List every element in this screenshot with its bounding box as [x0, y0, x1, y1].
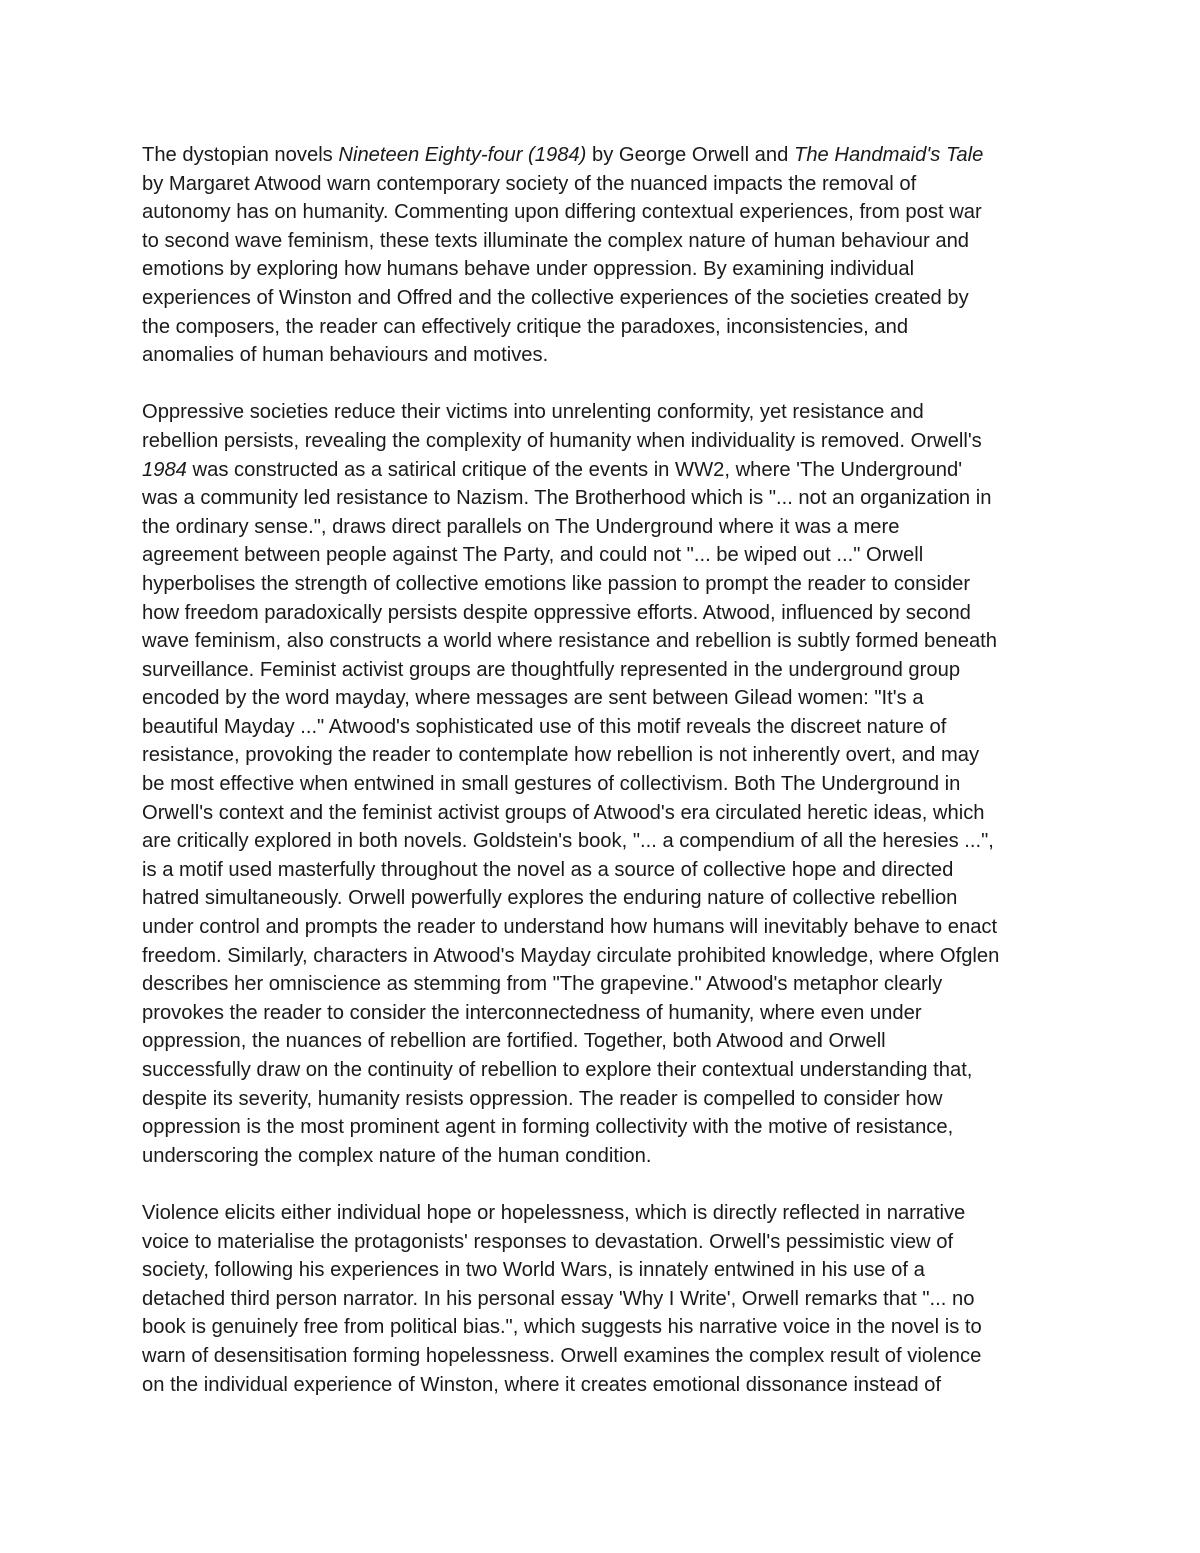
text-line: [142, 284, 1072, 313]
text-span: surveillance. Feminist activist groups are thoughtfully represented in the underground group: [142, 658, 961, 681]
text-line: [142, 684, 1072, 713]
text-span: the composers, the reader can effectively critique the paradoxes, inconsistencies, and: [142, 315, 909, 338]
text-span: was a community led resistance to Nazism. The Brotherhood which is "... not an organization in: [142, 487, 992, 510]
text-line: [142, 1056, 1072, 1085]
text-span: autonomy has on humanity. Commenting upon differing contextual experiences, from post war: [142, 201, 982, 224]
text-span: experiences of Winston and Offred and the collective experiences of the societies created by: [142, 286, 969, 309]
text-line: [142, 1342, 1072, 1371]
text-line: [142, 627, 1072, 656]
text-span: freedom. Similarly, characters in Atwood's Mayday circulate prohibited knowledge, where Ofglen: [142, 944, 1000, 967]
text-span: society, following his experiences in two World Wars, is innately entwined in his use of a: [142, 1259, 925, 1282]
text-line: [142, 999, 1072, 1028]
text-span: Violence elicits either individual hope or hopelessness, which is directly reflected in narrative: [142, 1201, 966, 1224]
text-span: by Margaret Atwood warn contemporary society of the nuanced impacts the removal of: [142, 172, 917, 195]
italic-title-span: Nineteen Eighty-four (1984): [338, 144, 587, 166]
paragraph-3: [142, 1199, 1072, 1399]
text-span: describes her omniscience as stemming from "The grapevine." Atwood's metaphor clearly: [142, 973, 943, 996]
text-line: [142, 913, 1072, 942]
text-span: beautiful Mayday ..." Atwood's sophisticated use of this motif reveals the discreet nature of: [142, 715, 947, 738]
text-line: [142, 427, 1072, 456]
text-span: by George Orwell and: [586, 144, 794, 166]
paragraph-1: [142, 141, 1072, 370]
text-span: Oppressive societies reduce their victims into unrelenting conformity, yet resistance and: [142, 401, 924, 424]
text-line: [142, 1142, 1072, 1171]
text-line: [142, 570, 1072, 599]
text-span: oppression is the most prominent agent in forming collectivity with the motive of resistance,: [142, 1116, 954, 1139]
text-line: [142, 942, 1072, 971]
text-line: [142, 513, 1072, 542]
text-span: hatred simultaneously. Orwell powerfully explores the enduring nature of collective rebellion: [142, 887, 958, 910]
text-span: be most effective when entwined in small gestures of collectivism. Both The Underground in: [142, 773, 961, 796]
text-span: provokes the reader to consider the interconnectedness of humanity, where even under: [142, 1001, 922, 1024]
text-span: to second wave feminism, these texts illuminate the complex nature of human behaviour and: [142, 229, 970, 252]
text-line: [142, 1199, 1072, 1228]
text-line: [142, 1313, 1072, 1342]
text-line: [142, 484, 1072, 513]
text-line: [142, 255, 1072, 284]
text-span: anomalies of human behaviours and motives.: [142, 344, 549, 367]
text-span: warn of desensitisation forming hopelessness. Orwell examines the complex result of violence: [142, 1344, 982, 1367]
text-line: [142, 1027, 1072, 1056]
text-line: [142, 227, 1072, 256]
text-span: underscoring the complex nature of the human condition.: [142, 1144, 652, 1167]
text-span: hyperbolises the strength of collective emotions like passion to prompt the reader to consider: [142, 572, 971, 595]
text-line: [142, 313, 1072, 342]
text-span: oppression, the nuances of rebellion are fortified. Together, both Atwood and Orwell: [142, 1030, 886, 1053]
text-span: encoded by the word mayday, where messages are sent between Gilead women: "It's a: [142, 687, 924, 710]
text-line: [142, 1371, 1072, 1400]
text-line: [142, 541, 1072, 570]
text-line: [142, 741, 1072, 770]
text-span: is a motif used masterfully throughout the novel as a source of collective hope and directed: [142, 858, 954, 881]
text-span: how freedom paradoxically persists despite oppressive efforts. Atwood, influenced by second: [142, 601, 971, 624]
paragraph-2: [142, 398, 1072, 1170]
text-span: was constructed as a satirical critique of the events in WW2, where 'The Underground': [186, 458, 963, 481]
text-line: [142, 656, 1072, 685]
text-line: [142, 170, 1072, 199]
text-span: detached third person narrator. In his personal essay 'Why I Write', Orwell remarks that "... no: [142, 1287, 975, 1310]
text-line: [142, 1113, 1072, 1142]
text-span: are critically explored in both novels. Goldstein's book, "... a compendium of all the heresies ...",: [142, 830, 994, 853]
text-line: [142, 1228, 1072, 1257]
text-line: [142, 970, 1072, 999]
text-line: [142, 198, 1072, 227]
text-span: under control and prompts the reader to understand how humans will inevitably behave to enact: [142, 916, 998, 939]
italic-title-span: 1984: [142, 458, 187, 481]
text-span: agreement between people against The Party, and could not "... be wiped out ..." Orwell: [142, 544, 924, 567]
text-span: The dystopian novels: [142, 144, 339, 166]
text-span: wave feminism, also constructs a world where resistance and rebellion is subtly formed beneath: [142, 630, 998, 653]
text-span: emotions by exploring how humans behave under oppression. By examining individual: [142, 258, 915, 281]
text-line: [142, 770, 1072, 799]
text-line: [142, 398, 1072, 427]
text-line: [142, 856, 1072, 885]
text-span: resistance, provoking the reader to contemplate how rebellion is not inherently overt, and may: [142, 744, 980, 767]
text-span: rebellion persists, revealing the complexity of humanity when individuality is removed. Orwell's: [142, 429, 982, 452]
text-line: [142, 1085, 1072, 1114]
text-line: [142, 599, 1072, 628]
italic-title-span: The Handmaid's Tale: [793, 144, 984, 166]
text-line: [142, 827, 1072, 856]
text-span: the ordinary sense.", draws direct parallels on The Underground where it was a mere: [142, 515, 900, 538]
text-span: voice to materialise the protagonists' responses to devastation. Orwell's pessimistic view of: [142, 1230, 954, 1253]
text-span: Orwell's context and the feminist activist groups of Atwood's era circulated heretic ideas, which: [142, 801, 985, 824]
text-span: book is genuinely free from political bias.", which suggests his narrative voice in the novel is to: [142, 1316, 982, 1339]
text-line: [142, 884, 1072, 913]
text-line: [142, 799, 1072, 828]
text-span: despite its severity, humanity resists oppression. The reader is compelled to consider how: [142, 1087, 943, 1110]
text-line: [142, 1285, 1072, 1314]
text-span: on the individual experience of Winston, where it creates emotional dissonance instead of: [142, 1373, 941, 1396]
text-line: [142, 1256, 1072, 1285]
text-line: [142, 141, 1072, 170]
document-body: [142, 141, 1072, 1428]
text-line: [142, 341, 1072, 370]
text-line: [142, 456, 1072, 485]
text-line: [142, 713, 1072, 742]
text-span: successfully draw on the continuity of rebellion to explore their contextual understanding that,: [142, 1059, 973, 1081]
